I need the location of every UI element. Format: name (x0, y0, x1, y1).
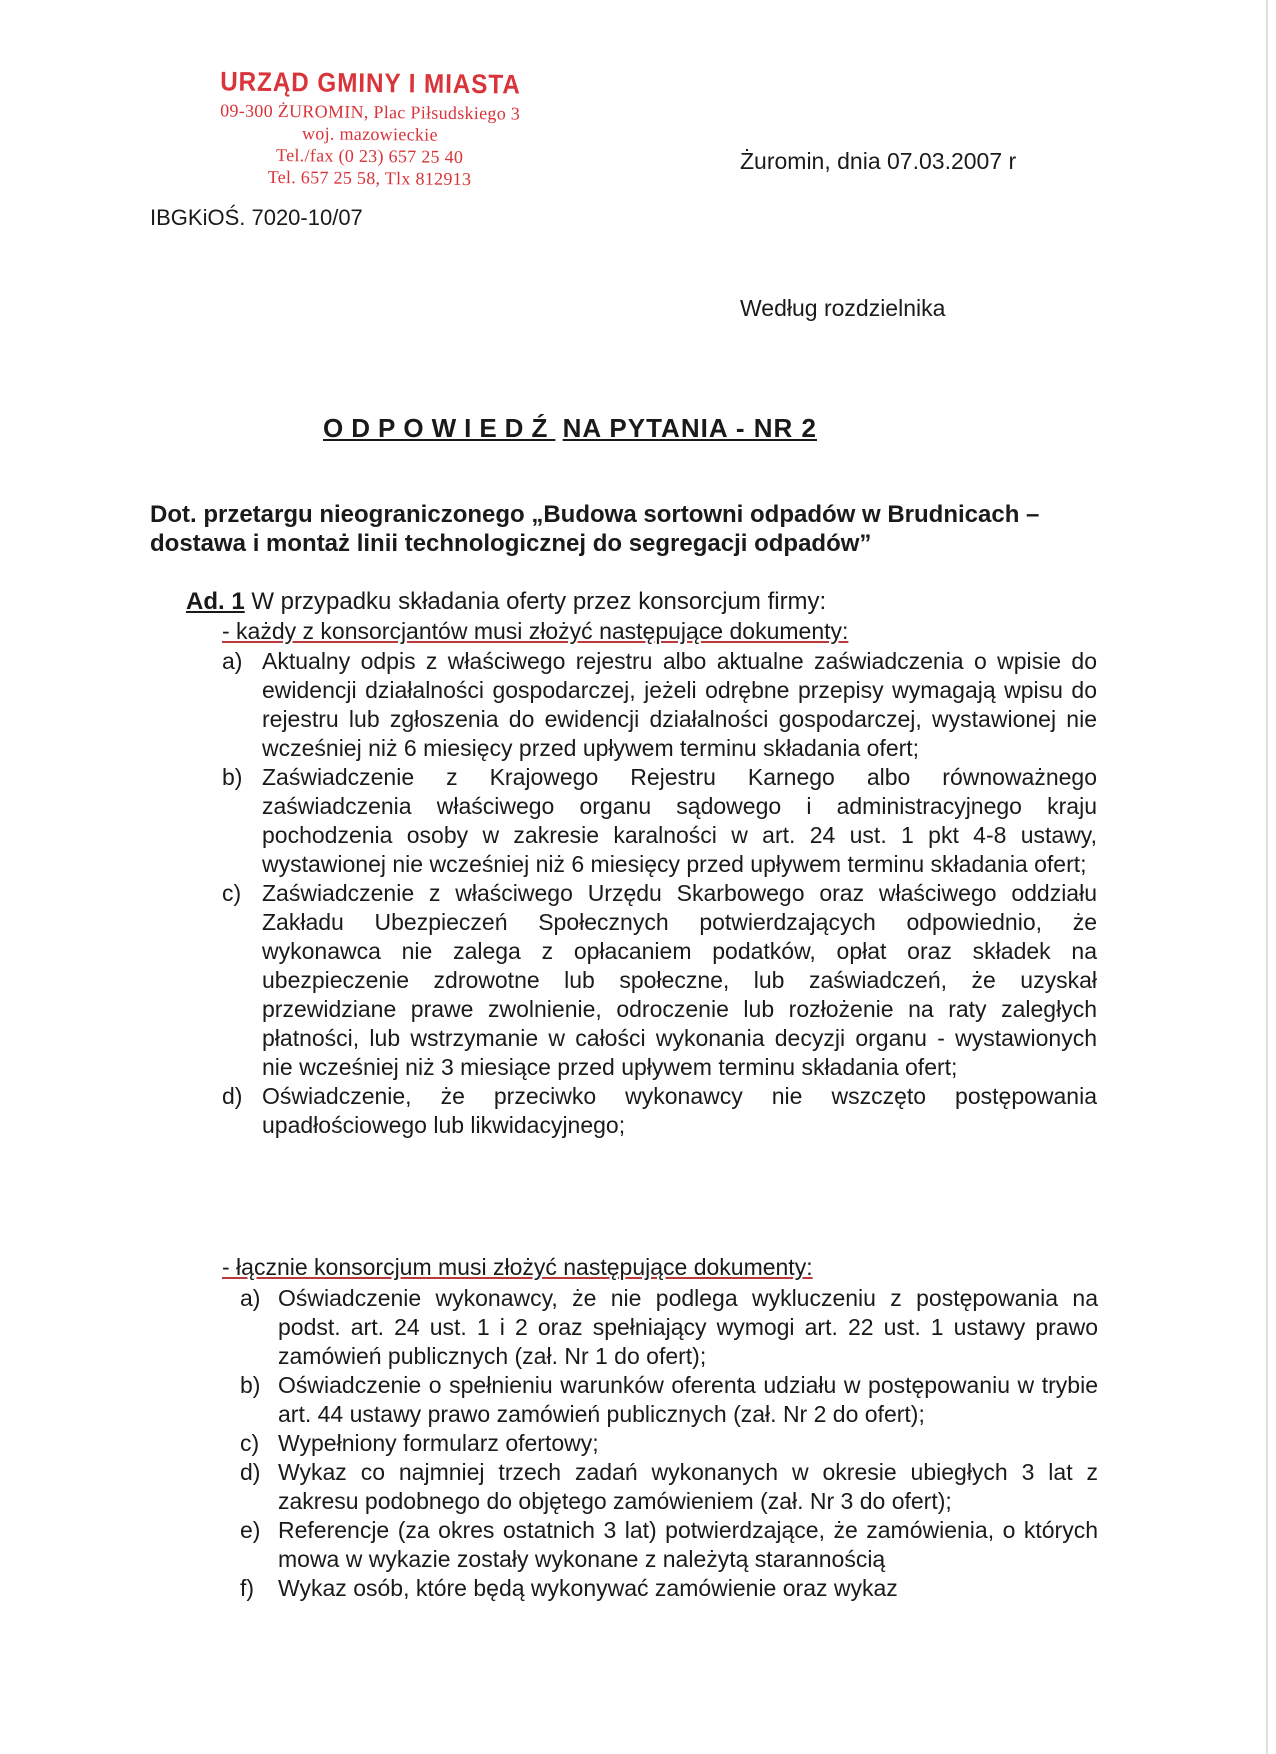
list-marker: c) (240, 1430, 260, 1456)
list-item-text: Wypełniony formularz ofertowy; (278, 1430, 599, 1456)
list-marker: a) (222, 648, 243, 674)
list-item (240, 1574, 1098, 1603)
ad-1-label: Ad. 1 (186, 588, 245, 615)
list-item (240, 1458, 1098, 1516)
stamp-phone-fax: Tel./fax (0 23) 657 25 40 (276, 145, 464, 167)
list-marker: f) (240, 1575, 255, 1601)
scan-edge (1266, 0, 1268, 1754)
list-marker: a) (240, 1285, 261, 1311)
list-marker: c) (222, 880, 242, 906)
subject-line: Dot. przetargu nieograniczonego „Budowa sortowni odpadów w Brudnicach – dostawa i montaż linii technologicznej do segregacji odpadów” (150, 501, 1040, 557)
list-item (240, 1284, 1098, 1371)
list-item-text: Wykaz co najmniej trzech zadań wykonanych w okresie ubiegłych 3 lat z zakresu podobnego do objętego zamówieniem (zał. Nr 3 do ofert); (278, 1459, 1098, 1514)
stamp-title: URZĄD GMINY I MIASTA (220, 66, 521, 100)
stamp-address: 09-300 ŻUROMIN, Plac Piłsudskiego 3 (220, 100, 521, 124)
section-2-heading: - łącznie konsorcjum musi złożyć następujące dokumenty: (222, 1254, 813, 1280)
office-stamp (189, 66, 550, 191)
document-title (0, 413, 1140, 444)
ad-1-text: W przypadku składania oferty przez konsorcjum firmy: (244, 588, 827, 615)
list-item (240, 1429, 1098, 1458)
list-item (222, 647, 1097, 763)
recipient-line: Według rozdzielnika (740, 295, 946, 321)
ad-1-intro (186, 588, 826, 616)
list-item-text: Zaświadczenie z Krajowego Rejestru Karnego albo równoważnego zaświadczenia właściwego organu sądowego i administracyjnego kraju pochodzenia osoby w zakresie karalności w art. 24 ust. 1 pkt 4-8 ustawy, wystawionej nie wcześniej niż 6 miesięcy przed upływem terminu składania ofert; (262, 764, 1097, 877)
title-rest: NA PYTANIA - NR 2 (562, 413, 817, 443)
section-1-list (222, 647, 1097, 1140)
list-marker: b) (222, 764, 243, 790)
reference-number: IBGKiOŚ. 7020-10/07 (150, 205, 363, 230)
list-item-text: Aktualny odpis z właściwego rejestru albo aktualne zaświadczenia o wpisie do ewidencji działalności gospodarczej, jeżeli odrębne przepisy wymagają wpisu do rejestru lub zgłoszenia do ewidencji działalności gospodarczej, wystawionej nie wcześniej niż 6 miesięcy przed upływem terminu składania ofert; (262, 648, 1097, 761)
document-date: Żuromin, dnia 07.03.2007 r (740, 148, 1017, 174)
stamp-phone-telex: Tel. 657 25 58, Tlx 812913 (267, 166, 472, 190)
list-item (222, 763, 1097, 879)
list-item-text: Oświadczenie wykonawcy, że nie podlega wykluczeniu z postępowania na podst. art. 24 ust. 1 i 2 oraz spełniający wymogi art. 22 ust. 1 ustawy prawo zamówień publicznych (zał. Nr 1 do ofert); (278, 1285, 1098, 1369)
list-item-text: Referencje (za okres ostatnich 3 lat) potwierdzające, że zamówienia, o których mowa w wykazie zostały wykonane z należytą starannością (278, 1517, 1098, 1572)
list-item-text: Wykaz osób, które będą wykonywać zamówienie oraz wykaz (278, 1575, 898, 1601)
list-marker: b) (240, 1372, 261, 1398)
list-marker: e) (240, 1517, 261, 1543)
title-word: ODPOWIEDŹ (323, 413, 556, 443)
list-item (240, 1371, 1098, 1429)
section-1-heading: - każdy z konsorcjantów musi złożyć następujące dokumenty: (222, 618, 849, 644)
section-2-list (240, 1284, 1098, 1603)
list-item-text: Oświadczenie o spełnieniu warunków oferenta udziału w postępowaniu w trybie art. 44 ustawy prawo zamówień publicznych (zał. Nr 2 do ofert); (278, 1372, 1098, 1427)
list-item-text: Zaświadczenie z właściwego Urzędu Skarbowego oraz właściwego oddziału Zakładu Ubezpieczeń Społecznych potwierdzających odpowiednio, że wykonawca nie zalega z opłacaniem podatków, opłat oraz składek na ubezpieczenie zdrowotne lub społeczne, lub zaświadczeń, że uzyskał przewidziane prawe zwolnienie, odroczenie lub rozłożenie na raty zaległych płatności, lub wstrzymanie w całości wykonania decyzji organu - wystawionych nie wcześniej niż 3 miesiące przed upływem terminu składania ofert; (262, 880, 1097, 1080)
list-marker: d) (222, 1083, 243, 1109)
list-item (222, 1082, 1097, 1140)
stamp-province: woj. mazowieckie (301, 123, 438, 145)
list-item (240, 1516, 1098, 1574)
list-marker: d) (240, 1459, 261, 1485)
list-item-text: Oświadczenie, że przeciwko wykonawcy nie wszczęto postępowania upadłościowego lub likwidacyjnego; (262, 1083, 1097, 1138)
list-item (222, 879, 1097, 1082)
